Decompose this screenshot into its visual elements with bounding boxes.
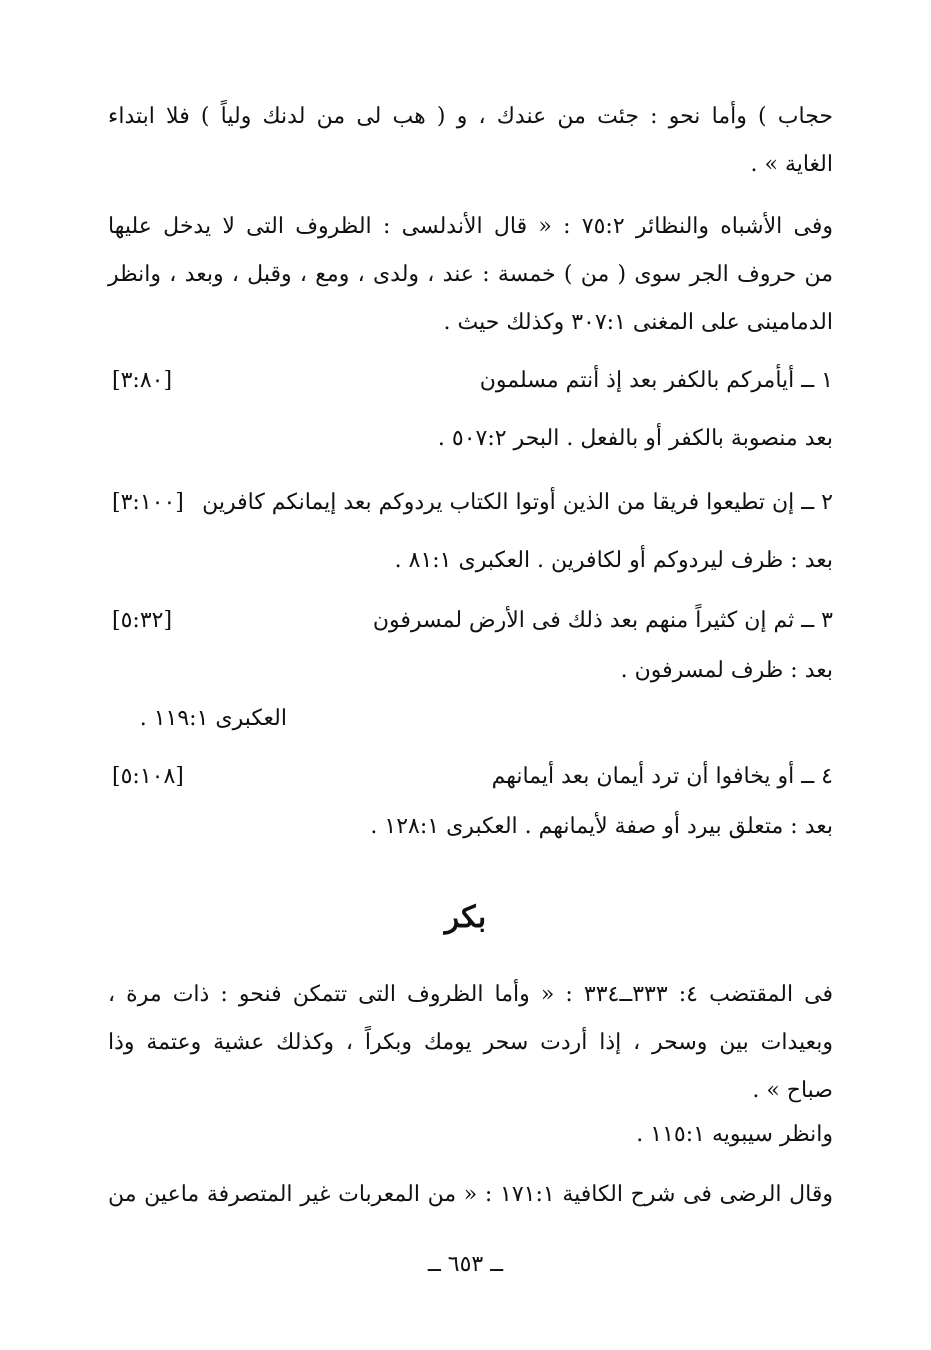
verse-reference: [٥:١٠٨] bbox=[112, 764, 184, 789]
text-line: وبعيدات بين وسحر ، إذا أردت سحر يومك وبكراً ، وكذلك عشية وعتمة وذا bbox=[108, 1030, 833, 1055]
verse-text: ٣ ــ ثم إن كثيراً منهم بعد ذلك فى الأرض لمسرفون bbox=[372, 608, 833, 633]
verse-text: ١ ــ أيأمركم بالكفر بعد إذ أنتم مسلمون bbox=[479, 368, 833, 393]
verse-reference: [٣:١٠٠] bbox=[112, 490, 184, 515]
page-number: ــ ٦٥٣ ــ bbox=[427, 1252, 504, 1277]
verse-note-source: العكبرى ١١٩:١ . bbox=[139, 706, 287, 731]
text-line: من حروف الجر سوى ( من ) خمسة : عند ، ولدى ، ومع ، وقبل ، وبعد ، وانظر bbox=[108, 262, 833, 287]
verse-note: بعد : ظرف لمسرفون . bbox=[620, 658, 833, 683]
text-line: الدمامينى على المغنى ٣٠٧:١ وكذلك حيث . bbox=[443, 310, 833, 335]
verse-note: بعد منصوبة بالكفر أو بالفعل . البحر ٥٠٧:٢ . bbox=[437, 426, 833, 451]
verse-reference: [٣:٨٠] bbox=[112, 368, 173, 393]
verse-note: بعد : متعلق بيرد أو صفة لأيمانهم . العكبرى ١٢٨:١ . bbox=[370, 814, 833, 839]
verse-note: بعد : ظرف ليردوكم أو لكافرين . العكبرى ٨١:١ . bbox=[394, 548, 833, 573]
verse-text: ٤ ــ أو يخافوا أن ترد أيمان بعد أيمانهم bbox=[491, 764, 833, 789]
section-heading: بكر bbox=[444, 900, 487, 935]
verse-reference: [٥:٣٢] bbox=[112, 608, 173, 633]
text-line: حجاب ) وأما نحو : جئت من عندك ، و ( هب لى من لدنك ولياً ) فلا ابتداء bbox=[108, 104, 833, 129]
text-line: صباح » . bbox=[752, 1078, 833, 1103]
text-line: فى المقتضب ٤: ٣٣٣ــ٣٣٤ : « وأما الظروف التى تتمكن فنحو : ذات مرة ، bbox=[108, 982, 833, 1007]
text-line: وفى الأشباه والنظائر ٧٥:٢ : « قال الأندلسى : الظروف التى لا يدخل عليها bbox=[108, 214, 833, 239]
verse-text: ٢ ــ إن تطيعوا فريقا من الذين أوتوا الكتاب يردوكم بعد إيمانكم كافرين bbox=[202, 490, 833, 515]
text-line: وقال الرضى فى شرح الكافية ١٧١:١ : « من المعربات غير المتصرفة ماعين من bbox=[108, 1182, 834, 1207]
text-line: وانظر سيبويه ١١٥:١ . bbox=[636, 1122, 833, 1147]
text-line: الغاية » . bbox=[750, 152, 833, 177]
